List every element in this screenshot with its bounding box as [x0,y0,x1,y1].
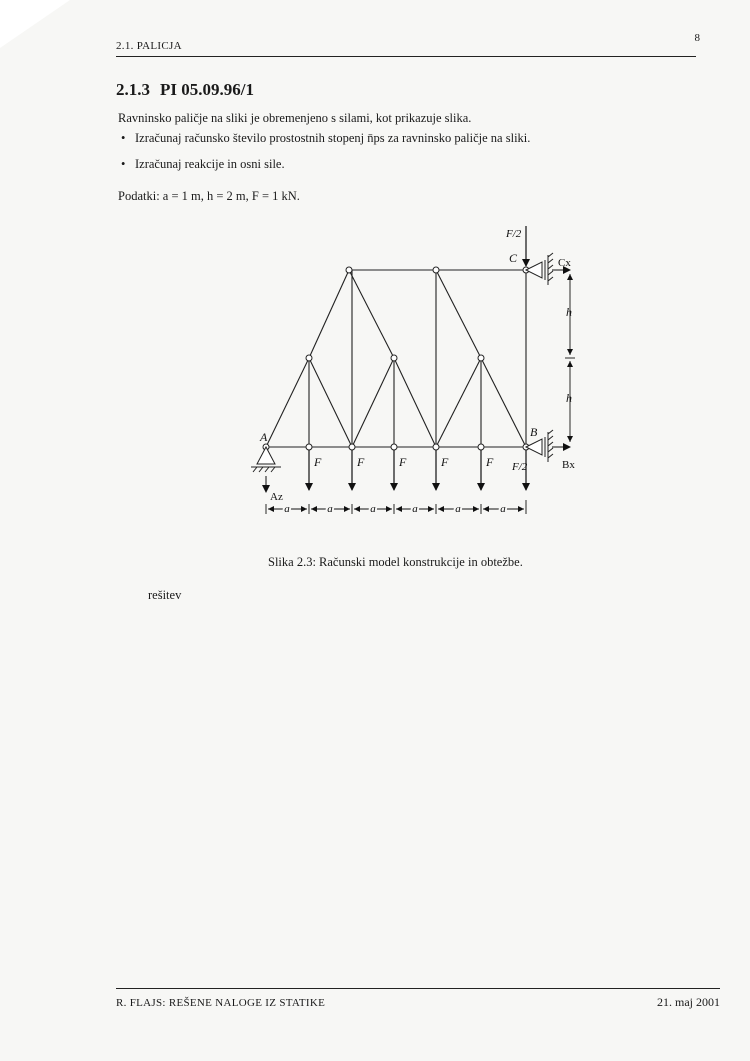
dim-a-label: a [284,503,290,515]
load-label: F [441,455,449,469]
page-header [116,32,700,57]
half-load-label-c: F/2 [506,228,522,240]
label-b: B [530,425,538,439]
reaction-bx: Bx [562,459,575,471]
page-number: 8 [694,32,700,44]
solution-label: rešitev [148,588,182,602]
height-labels [566,305,572,405]
reaction-az: Az [270,491,283,503]
load-arrows [309,226,526,490]
dim-a-label: a [500,503,506,515]
truss-diagram [220,220,600,530]
running-head: 2.1. PALICJA [116,40,182,52]
task-item: • Izračunaj reakcije in osni sile. [116,157,530,183]
reaction-cx: Cx [558,257,571,269]
dim-a-label: a [412,503,418,515]
figure-caption: Slika 2.3: Računski model konstrukcije in obtežbe. [268,555,523,569]
given-data: Podatki: a = 1 m, h = 2 m, F = 1 kN. [118,189,300,203]
dim-a-label: a [370,503,376,515]
reaction-arrows [266,270,570,492]
load-label: F [314,455,322,469]
support-c [526,253,553,285]
width-dimensions [266,500,526,514]
page-footer [116,988,720,1019]
truss-nodes [263,267,529,450]
label-c: C [509,251,518,265]
section-number: 2.1.3 [116,80,150,99]
load-label: F [486,455,494,469]
footer-author: R. FLAJS: REŠENE NALOGE IZ STATIKE [116,997,326,1009]
half-load-label-b: F/2 [512,461,528,473]
support-a [251,447,281,472]
dim-a-label: a [327,503,333,515]
height-dimensions [565,274,575,442]
scan-corner [0,0,70,48]
load-labels [313,228,528,473]
dim-h-label: h [566,391,572,405]
support-labels [259,251,538,444]
section-title-text: PI 05.09.96/1 [160,80,254,99]
task-list [116,131,530,183]
label-a: A [260,430,268,444]
load-label: F [399,455,407,469]
truss-figure [220,220,600,530]
footer-date: 21. maj 2001 [657,995,720,1009]
dim-h-label: h [566,305,572,319]
intro-paragraph: Ravninsko paličje na sliki je obremenjeno s silami, kot prikazuje slika. [118,111,472,125]
load-label: F [357,455,365,469]
section-title [116,80,254,100]
dim-a-label: a [455,503,461,515]
task-item: • Izračunaj računsko število prostostnih stopenj n̄ps za ravninsko paličje na sliki. [116,131,530,157]
